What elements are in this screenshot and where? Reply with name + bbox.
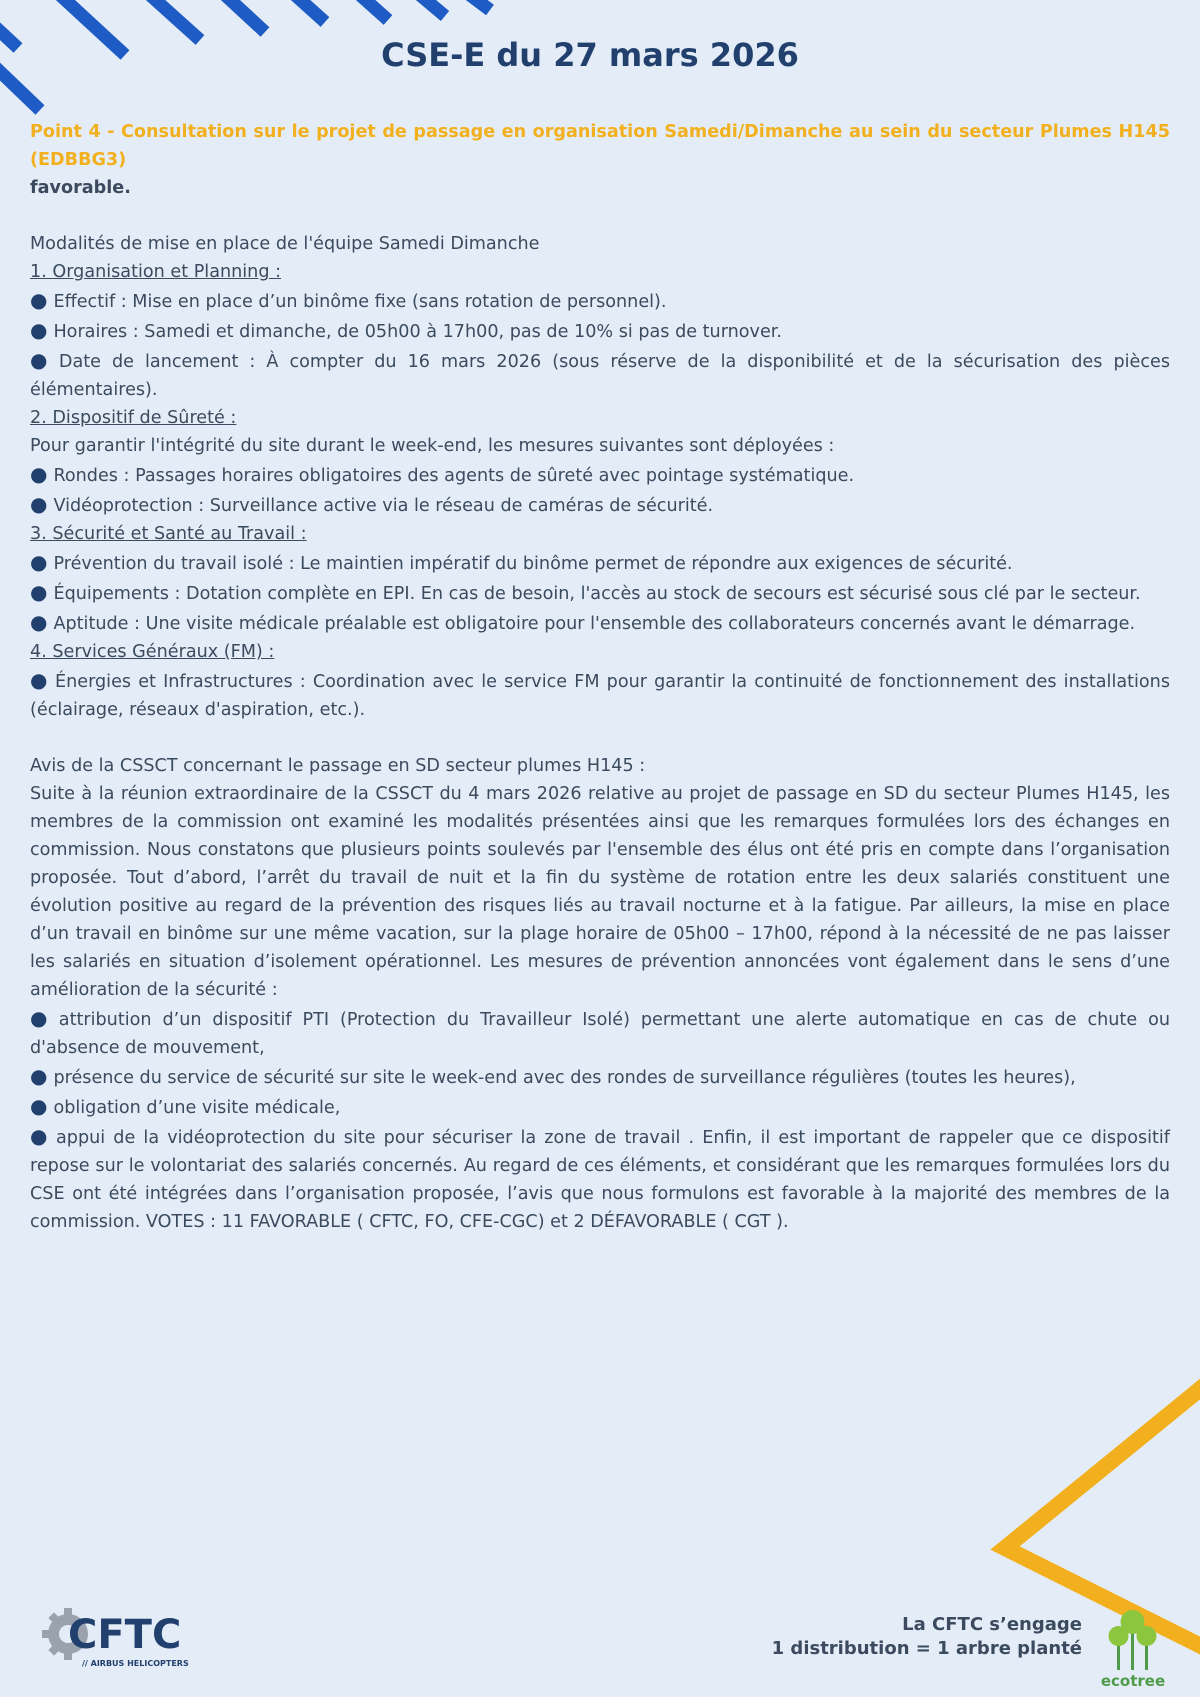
list-item: ● Équipements : Dotation complète en EPI. En cas de besoin, l'accès au stock de secours est sécurisé sous clé par le secteur. bbox=[30, 580, 1141, 604]
list-item: ● présence du service de sécurité sur site le week-end avec des rondes de surveillance régulières (toutes les heures), bbox=[30, 1064, 1076, 1088]
list-item: ● Énergies et Infrastructures : Coordination avec le service FM pour garantir la continuité de fonctionnement des installations (éclairage, réseaux d'aspiration, etc.). bbox=[30, 668, 1170, 720]
list-item: ● Horaires : Samedi et dimanche, de 05h00 à 17h00, pas de 10% si pas de turnover. bbox=[30, 318, 782, 342]
page-title: CSE-E du 27 mars 2026 bbox=[381, 36, 799, 74]
ecotree-logo bbox=[1088, 1600, 1178, 1694]
point-result: favorable. bbox=[30, 178, 131, 198]
list-item: ● Effectif : Mise en place d’un binôme fixe (sans rotation de personnel). bbox=[30, 288, 667, 312]
footer-slogan bbox=[772, 1613, 1082, 1661]
point-title: Point 4 - Consultation sur le projet de passage en organisation Samedi/Dimanche au sein du secteur Plumes H145 (EDBBG3) bbox=[30, 122, 1170, 170]
bullet-dot-icon: ● bbox=[30, 288, 48, 312]
logo-text: CFTC bbox=[68, 1612, 182, 1658]
bullet-dot-icon: ● bbox=[30, 348, 53, 372]
logo-subtext: // AIRBUS HELICOPTERS bbox=[82, 1659, 189, 1668]
list-item: ● appui de la vidéoprotection du site pour sécuriser la zone de travail . Enfin, il est important de rappeler que ce dispositif repose sur le volontariat des salariés concernés. Au regard de ces éléments, et considérant que les remarques formulées lors du CSE ont été intégrées dans l’organisation proposée, l’avis que nous formulons est favorable à la majorité des membres de la commission. VOTES : 11 FAVORABLE ( CFTC, FO, CFE-CGC) et 2 DÉFAVORABLE ( CGT ). bbox=[30, 1124, 1170, 1232]
section-heading: 3. Sécurité et Santé au Travail : bbox=[30, 524, 307, 544]
cssct-heading: Avis de la CSSCT concernant le passage en SD secteur plumes H145 : bbox=[30, 756, 646, 776]
slogan-line-2: 1 distribution = 1 arbre planté bbox=[771, 1638, 1082, 1659]
bullet-dot-icon: ● bbox=[30, 1094, 48, 1118]
tree-icon bbox=[1109, 1610, 1157, 1670]
list-item: ● obligation d’une visite médicale, bbox=[30, 1094, 341, 1118]
list-item: ● Vidéoprotection : Surveillance active via le réseau de caméras de sécurité. bbox=[30, 492, 714, 516]
ecotree-label: ecotree bbox=[1100, 1672, 1166, 1690]
modalites-intro: Modalités de mise en place de l'équipe Samedi Dimanche bbox=[30, 234, 540, 254]
bullet-dot-icon: ● bbox=[30, 1124, 50, 1148]
document-body bbox=[30, 118, 1170, 1236]
bullet-dot-icon: ● bbox=[30, 492, 48, 516]
section-heading: 2. Dispositif de Sûreté : bbox=[30, 408, 237, 428]
bullet-dot-icon: ● bbox=[30, 1064, 48, 1088]
list-item: ● Rondes : Passages horaires obligatoires des agents de sûreté avec pointage systématique. bbox=[30, 462, 855, 486]
cftc-logo bbox=[38, 1604, 198, 1678]
section-heading: 4. Services Généraux (FM) : bbox=[30, 642, 275, 662]
cssct-paragraph: Suite à la réunion extraordinaire de la CSSCT du 4 mars 2026 relative au projet de passage en SD du secteur Plumes H145, les membres de la commission ont examiné les modalités présentées ainsi que les remarques formulées lors des échanges en commission. Nous constatons que plusieurs points soulevés par l'ensemble des élus ont été pris en compte dans l’organisation proposée. Tout d’abord, l’arrêt du travail de nuit et la fin du système de rotation entre les deux salariés constituent une évolution positive au regard de la prévention des risques liés au travail nocturne et à la fatigue. Par ailleurs, la mise en place d’un travail en binôme sur une même vacation, sur la plage horaire de 05h00 – 17h00, répond à la nécessité de ne pas laisser les salariés en situation d’isolement opérationnel. Les mesures de prévention annoncées vont également dans le sens d’une amélioration de la sécurité : bbox=[30, 784, 1170, 1000]
slogan-line-1: La CFTC s’engage bbox=[902, 1614, 1082, 1635]
list-item: ● attribution d’un dispositif PTI (Protection du Travailleur Isolé) permettant une alerte automatique en cas de chute ou d'absence de mouvement, bbox=[30, 1006, 1170, 1058]
list-item: ● Date de lancement : À compter du 16 mars 2026 (sous réserve de la disponibilité et de la sécurisation des pièces élémentaires). bbox=[30, 348, 1170, 400]
bullet-dot-icon: ● bbox=[30, 580, 48, 604]
bullet-dot-icon: ● bbox=[30, 610, 48, 634]
bullet-dot-icon: ● bbox=[30, 1006, 53, 1030]
list-item: ● Aptitude : Une visite médicale préalable est obligatoire pour l'ensemble des collaborateurs concernés avant le démarrage. bbox=[30, 610, 1136, 634]
section-heading: 1. Organisation et Planning : bbox=[30, 262, 282, 282]
bullet-dot-icon: ● bbox=[30, 462, 48, 486]
section-text: Pour garantir l'intégrité du site durant le week-end, les mesures suivantes sont déployées : bbox=[30, 436, 835, 456]
bullet-dot-icon: ● bbox=[30, 550, 48, 574]
bullet-dot-icon: ● bbox=[30, 668, 49, 692]
list-item: ● Prévention du travail isolé : Le maintien impératif du binôme permet de répondre aux exigences de sécurité. bbox=[30, 550, 1013, 574]
bullet-dot-icon: ● bbox=[30, 318, 48, 342]
